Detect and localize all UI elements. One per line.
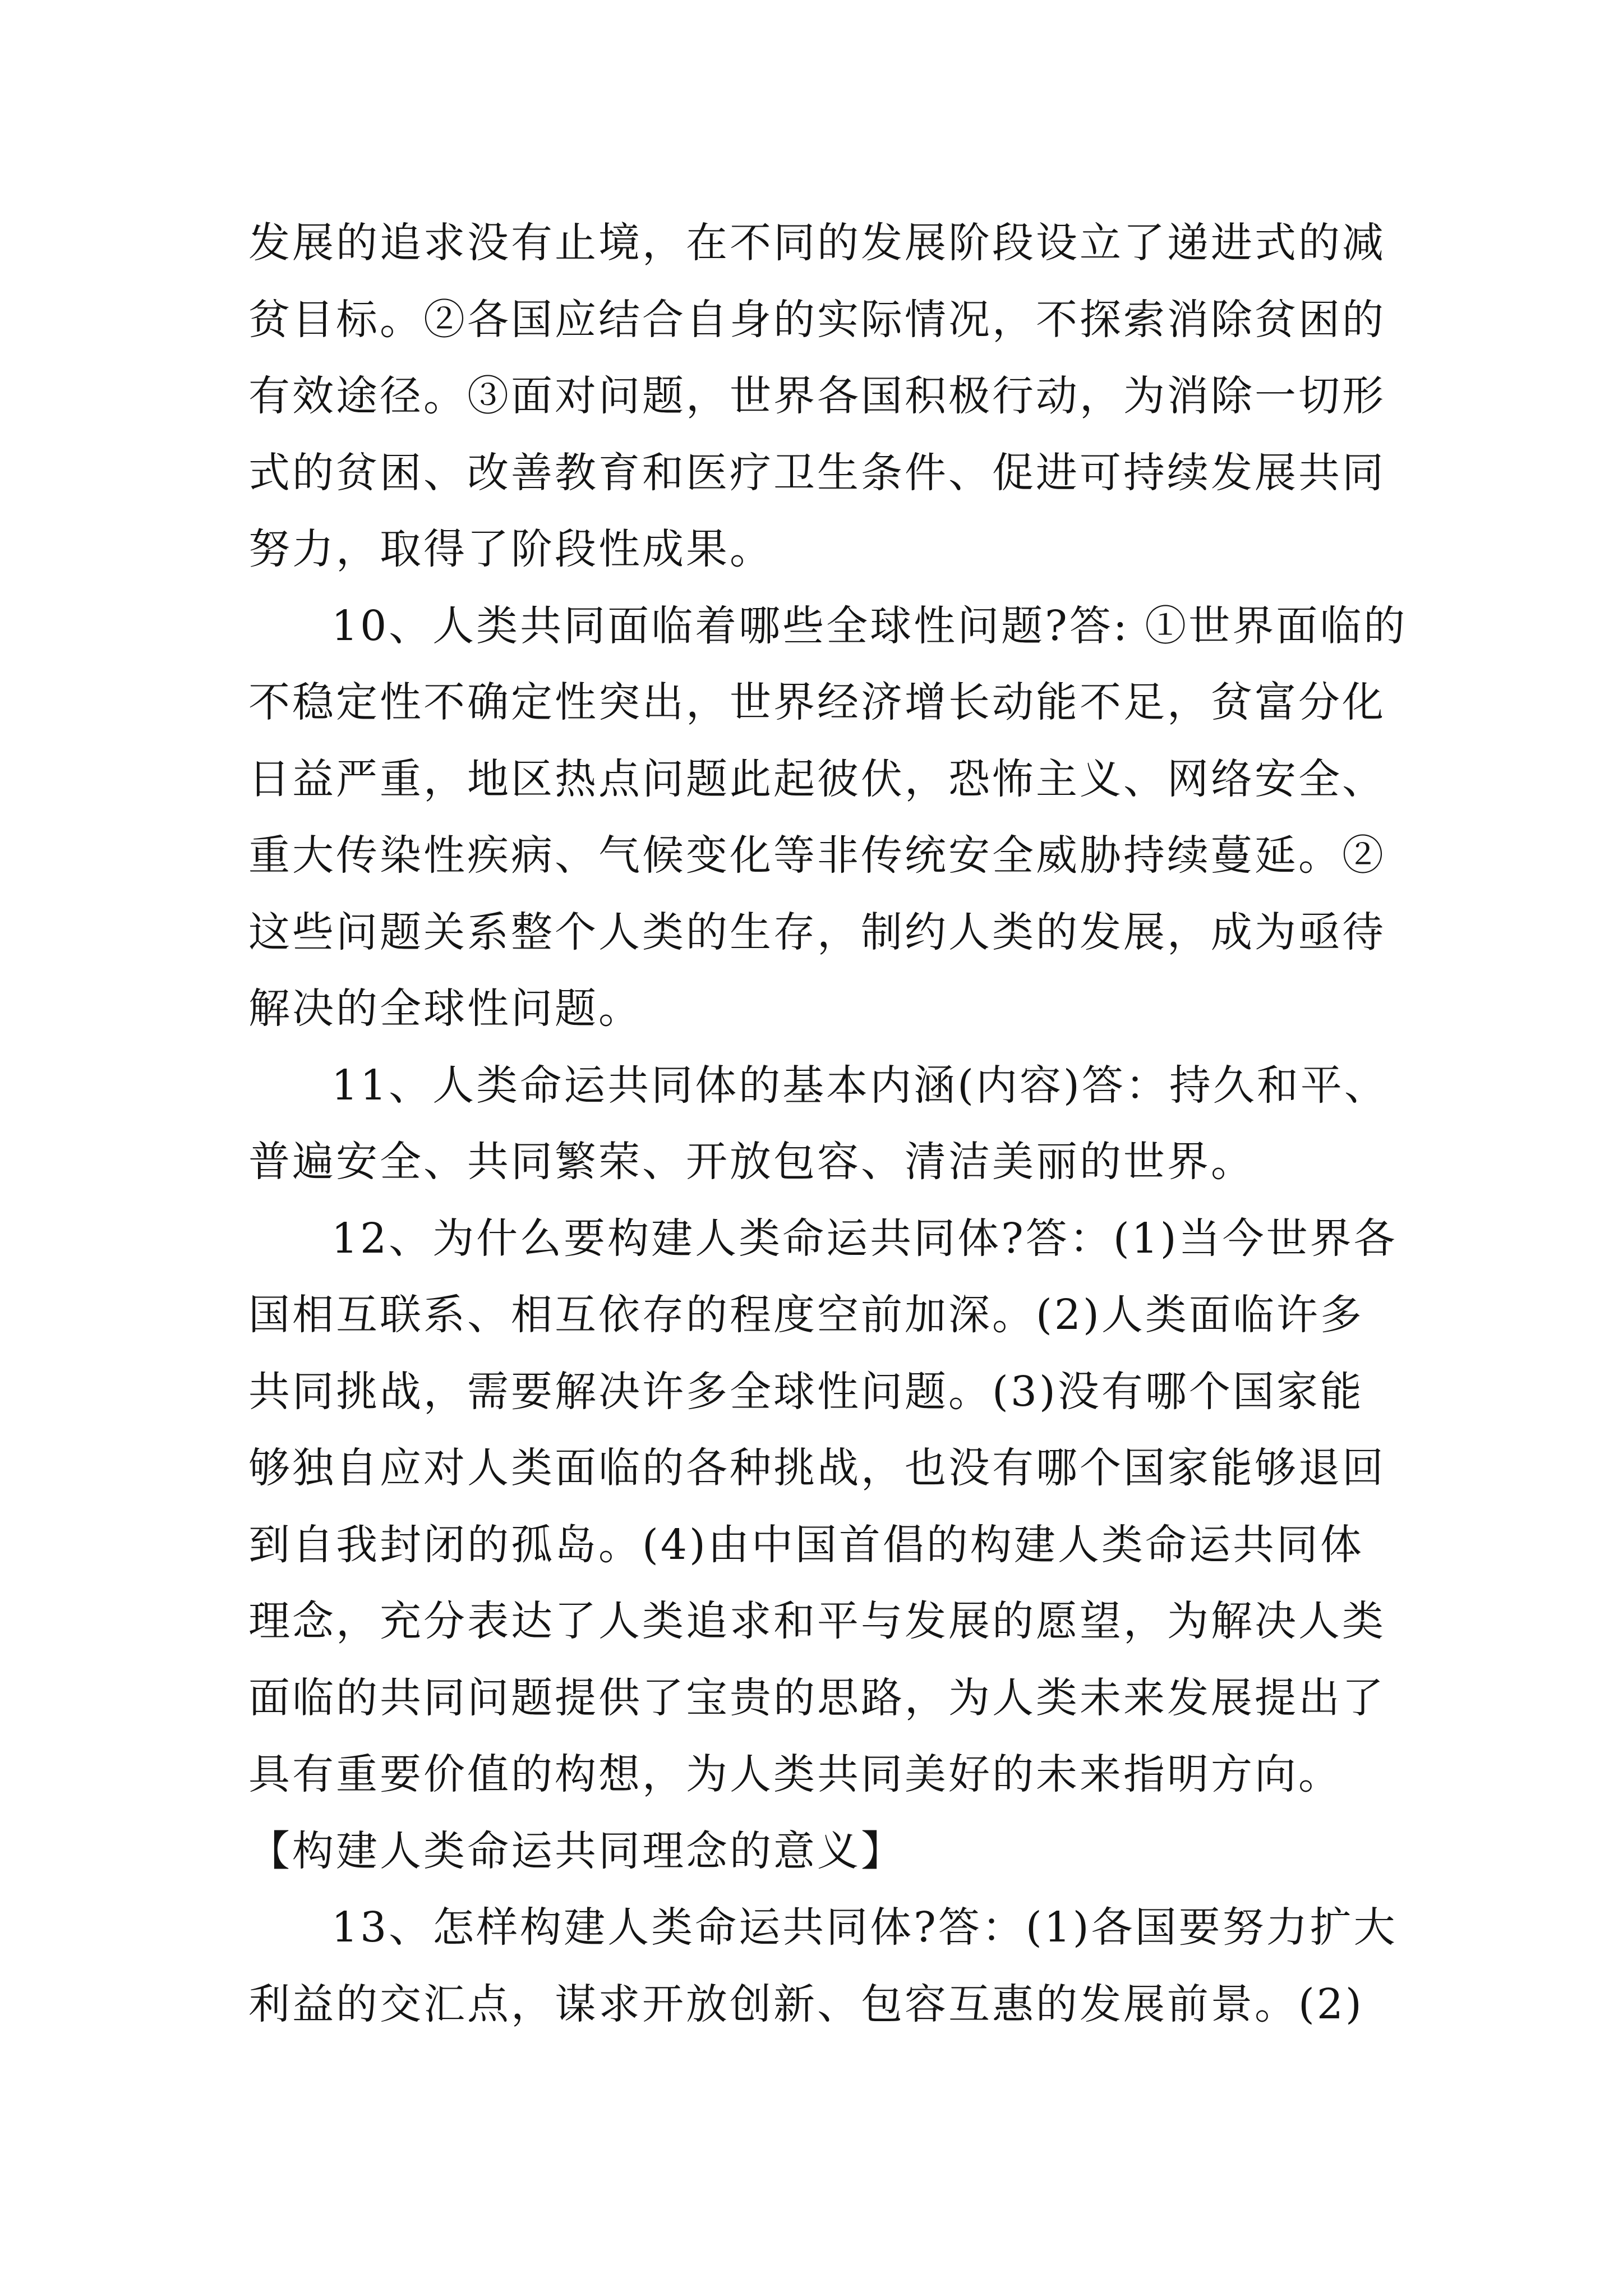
text-line: 发展的追求没有止境，在不同的发展阶段设立了递进式的减 xyxy=(248,219,1386,267)
text-line: 日益严重，地区热点问题此起彼伏，恐怖主义、网络安全、 xyxy=(248,754,1386,803)
document-body xyxy=(248,205,1408,2042)
text-line: 这些问题关系整个人类的生存，制约人类的发展，成为亟待 xyxy=(248,908,1386,956)
text-line: 有效途径。③面对问题，世界各国积极行动，为消除一切形 xyxy=(248,372,1386,420)
question-11-line: 11、人类命运共同体的基本内涵(内容)答：持久和平、 xyxy=(331,1061,1388,1110)
text-line: 普遍安全、共同繁荣、开放包容、清洁美丽的世界。 xyxy=(248,1138,1255,1186)
question-13-line: 13、怎样构建人类命运共同体?答：(1)各国要努力扩大 xyxy=(331,1903,1398,1952)
question-10-line: 10、人类共同面临着哪些全球性问题?答: ①世界面临的 xyxy=(331,601,1408,650)
text-line: 努力，取得了阶段性成果。 xyxy=(248,525,773,573)
text-line: 国相互联系、相互依存的程度空前加深。(2)人类面临许多 xyxy=(248,1291,1364,1339)
text-line: 够独自应对人类面临的各种挑战，也没有哪个国家能够退回 xyxy=(248,1444,1386,1492)
text-line: 理念，充分表达了人类追求和平与发展的愿望，为解决人类 xyxy=(248,1597,1386,1645)
section-note-line: 【构建人类命运共同理念的意义】 xyxy=(248,1826,905,1875)
question-12-line: 12、为什么要构建人类命运共同体?答：(1)当今世界各 xyxy=(331,1214,1398,1263)
text-line: 具有重要价值的构想，为人类共同美好的未来指明方向。 xyxy=(248,1750,1342,1798)
text-line: 重大传染性疾病、气候变化等非传统安全威胁持续蔓延。② xyxy=(248,831,1386,880)
text-line: 到自我封闭的孤岛。(4)由中国首倡的构建人类命运共同体 xyxy=(248,1520,1364,1569)
text-line: 贫目标。②各国应结合自身的实际情况，不探索消除贫困的 xyxy=(248,295,1386,344)
text-line: 利益的交汇点，谋求开放创新、包容互惠的发展前景。(2) xyxy=(248,1980,1364,2028)
text-line: 不稳定性不确定性突出，世界经济增长动能不足，贫富分化 xyxy=(248,678,1386,726)
text-line: 解决的全球性问题。 xyxy=(248,984,642,1033)
text-line: 面临的共同问题提供了宝贵的思路，为人类未来发展提出了 xyxy=(248,1673,1386,1722)
text-line: 共同挑战，需要解决许多全球性问题。(3)没有哪个国家能 xyxy=(248,1367,1364,1416)
text-line: 式的贫困、改善教育和医疗卫生条件、促进可持续发展共同 xyxy=(248,448,1386,497)
